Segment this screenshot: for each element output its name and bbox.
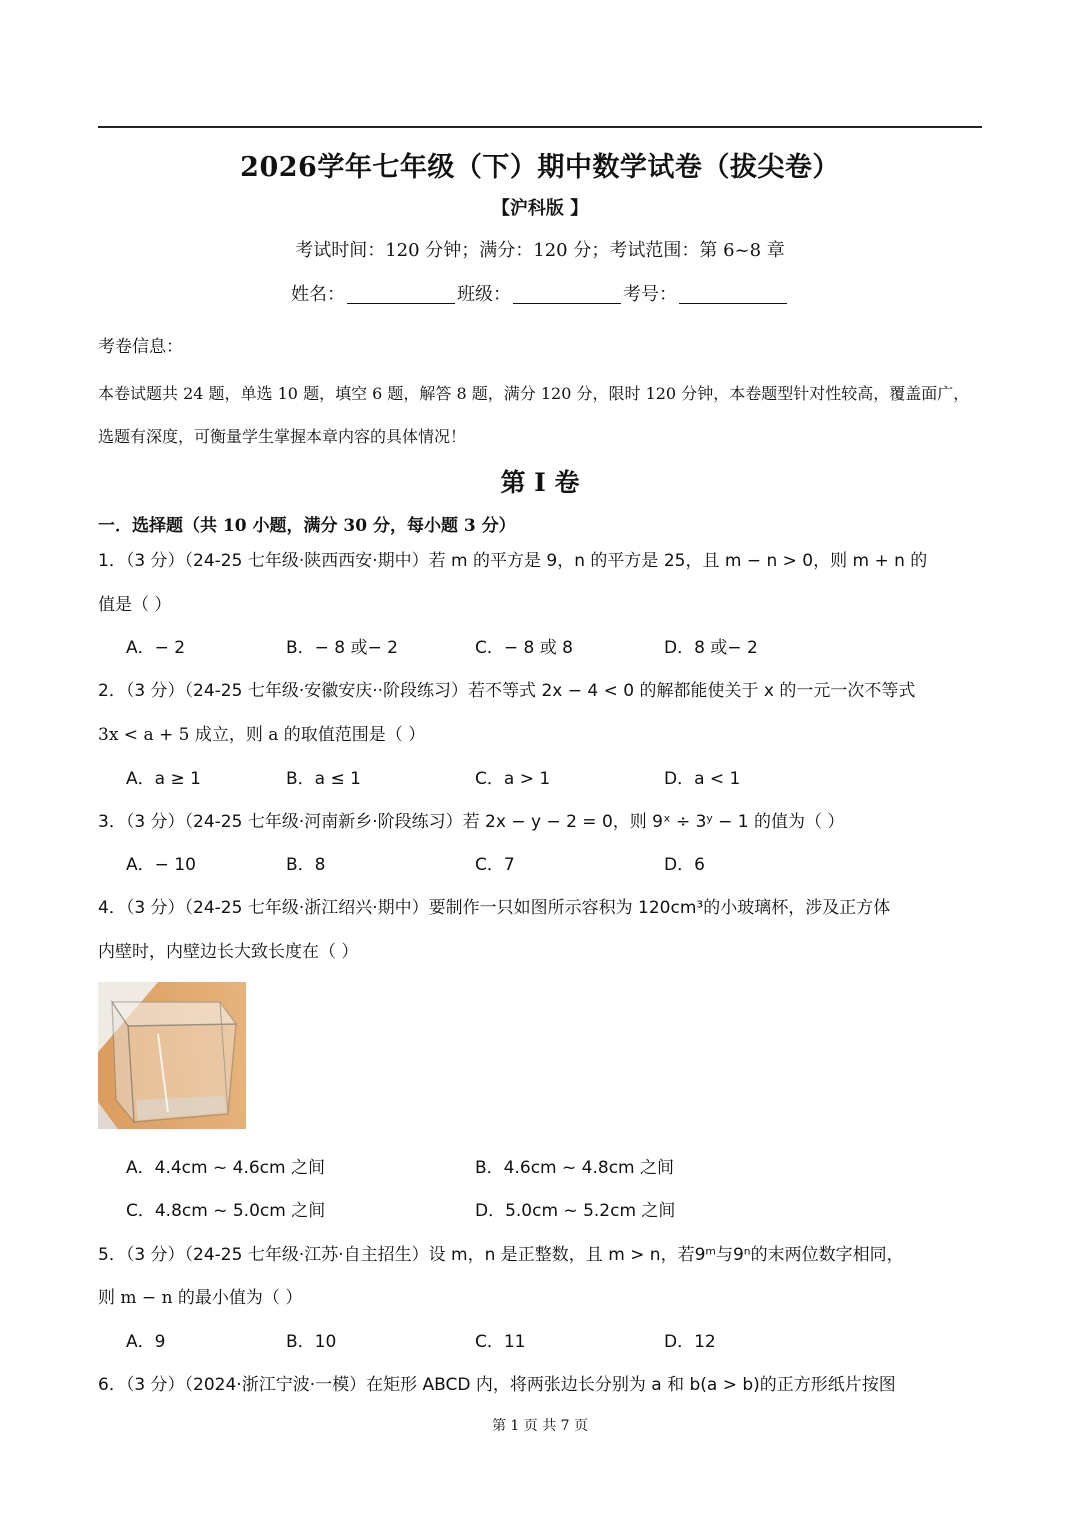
question-5-option-a[interactable]: A．9 xyxy=(126,1332,166,1352)
id-blank[interactable] xyxy=(679,283,787,304)
name-blank[interactable] xyxy=(347,283,455,304)
info-text: 本卷试题共 24 题，单选 10 题，填空 6 题，解答 8 题，满分 120 分，限时 120 分钟，本卷题型针对性较高，覆盖面广，选题有深度，可衡量学生掌握本章内容的具体情况！ xyxy=(98,384,970,446)
question-2-option-a[interactable]: A．a ≥ 1 xyxy=(126,769,201,789)
question-1-option-b[interactable]: B．− 8 或− 2 xyxy=(286,638,398,658)
question-1-line2: 值是（ ） xyxy=(98,595,172,615)
exam-meta: 考试时间：120 分钟；满分：120 分；考试范围：第 6~8 章 xyxy=(295,240,785,261)
question-2-option-c[interactable]: C．a > 1 xyxy=(475,769,551,789)
question-4-option-a[interactable]: A．4.4cm ~ 4.6cm 之间 xyxy=(126,1158,325,1178)
question-4-line2: 内壁时，内壁边长大致长度在（ ） xyxy=(98,942,359,962)
question-4-line1: 4．（3 分）（24-25 七年级·浙江绍兴·期中）要制作一只如图所示容积为 120cm³的小玻璃杯，涉及正方体 xyxy=(98,898,891,918)
glass-cube-photo xyxy=(98,982,246,1129)
question-1-option-c[interactable]: C．− 8 或 8 xyxy=(475,638,573,658)
question-3-option-d[interactable]: D．6 xyxy=(664,855,705,875)
question-5-option-d[interactable]: D．12 xyxy=(664,1332,716,1352)
student-fields xyxy=(0,280,1080,306)
section-heading: 一．选择题（共 10 小题，满分 30 分，每小题 3 分） xyxy=(98,516,516,536)
question-6-line1: 6．（3 分）（2024·浙江宁波·一模）在矩形 ABCD 内，将两张边长分别为 a 和 b(a > b)的正方形纸片按图 xyxy=(98,1375,896,1395)
question-5-option-c[interactable]: C．11 xyxy=(475,1332,526,1352)
id-label: 考号： xyxy=(623,284,677,305)
question-2-line2: 3x < a + 5 成立，则 a 的取值范围是（ ） xyxy=(98,725,426,745)
question-3-option-b[interactable]: B．8 xyxy=(286,855,326,875)
question-1-option-a[interactable]: A．− 2 xyxy=(126,638,186,658)
question-2-line1: 2．（3 分）（24-25 七年级·安徽安庆··阶段练习）若不等式 2x − 4 < 0 的解都能使关于 x 的一元一次不等式 xyxy=(98,681,916,701)
question-3-option-a[interactable]: A．− 10 xyxy=(126,855,196,875)
volume-title: 第 I 卷 xyxy=(500,468,580,497)
exam-title: 2026学年七年级（下）期中数学试卷（拔尖卷） xyxy=(240,152,840,183)
question-5-option-b[interactable]: B．10 xyxy=(286,1332,337,1352)
class-blank[interactable] xyxy=(513,283,621,304)
question-1-option-d[interactable]: D．8 或− 2 xyxy=(664,638,758,658)
name-label: 姓名： xyxy=(291,284,345,305)
header-rule xyxy=(98,126,982,128)
question-4-option-d[interactable]: D．5.0cm ~ 5.2cm 之间 xyxy=(475,1201,676,1221)
question-2-option-b[interactable]: B．a ≤ 1 xyxy=(286,769,361,789)
question-4-option-c[interactable]: C．4.8cm ~ 5.0cm 之间 xyxy=(126,1201,326,1221)
edition-label: 【沪科版 】 xyxy=(491,198,589,219)
page-footer: 第 1 页 共 7 页 xyxy=(491,1418,589,1434)
question-4-option-b[interactable]: B．4.6cm ~ 4.8cm 之间 xyxy=(475,1158,675,1178)
question-2-option-d[interactable]: D．a < 1 xyxy=(664,769,741,789)
class-label: 班级： xyxy=(457,284,511,305)
question-5-line2: 则 m − n 的最小值为（ ） xyxy=(98,1288,303,1308)
question-3-line1: 3．（3 分）（24-25 七年级·河南新乡·阶段练习）若 2x − y − 2 = 0，则 9ˣ ÷ 3ʸ − 1 的值为（ ） xyxy=(98,812,845,832)
question-5-line1: 5．（3 分）（24-25 七年级·江苏·自主招生）设 m，n 是正整数，且 m > n，若9ᵐ与9ⁿ的末两位数字相同， xyxy=(98,1245,904,1265)
question-3-option-c[interactable]: C．7 xyxy=(475,855,515,875)
question-1-line1: 1．（3 分）（24-25 七年级·陕西西安·期中）若 m 的平方是 9，n 的平方是 25，且 m − n > 0，则 m + n 的 xyxy=(98,551,928,571)
info-label: 考卷信息： xyxy=(98,337,183,357)
